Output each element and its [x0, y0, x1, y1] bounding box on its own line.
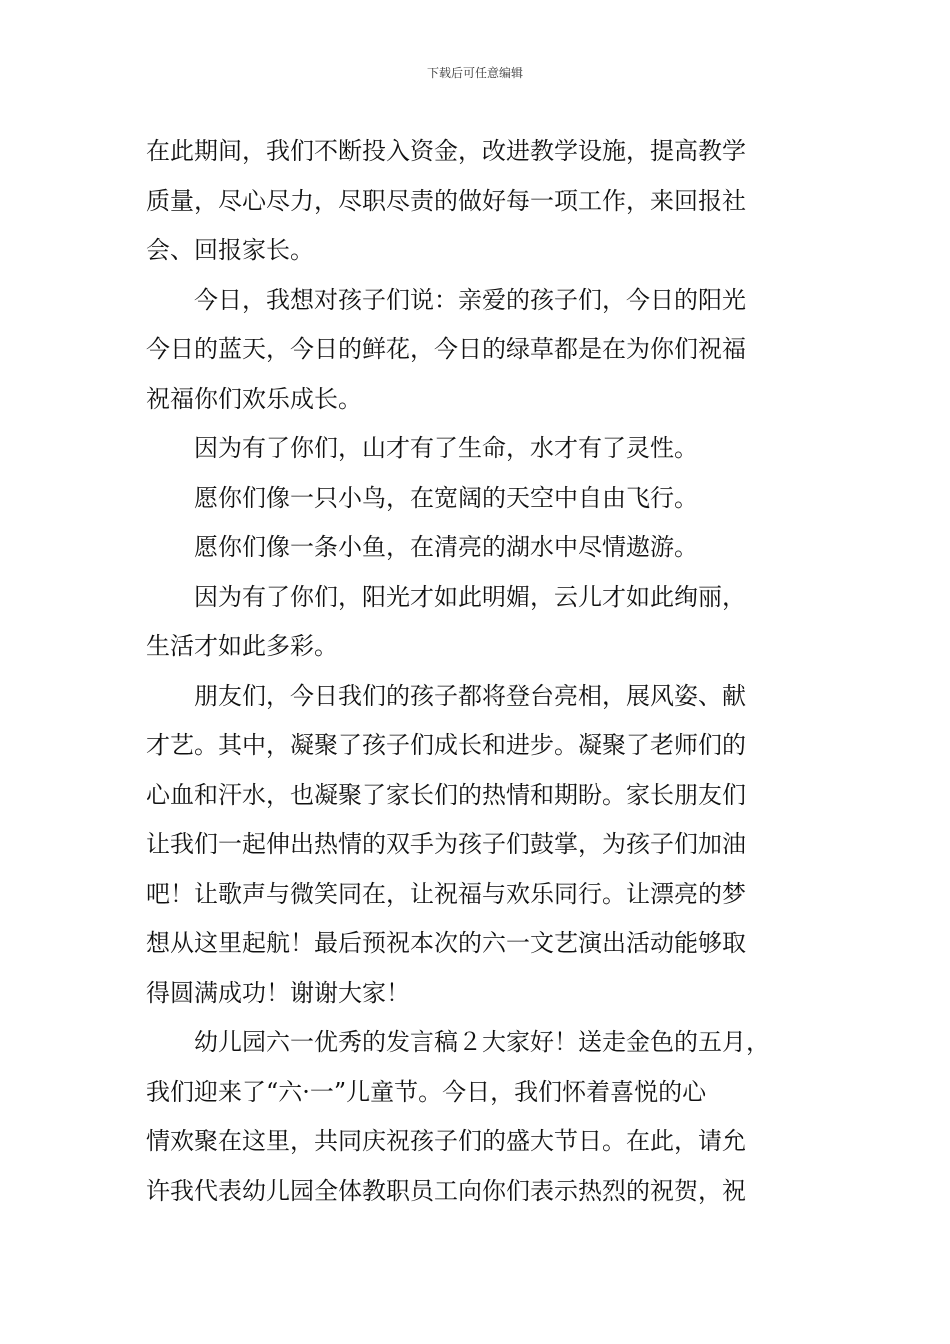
text-line: 在此期间，我们不断投入资金，改进教学设施，提高教学	[146, 137, 746, 165]
text-line: 得圆满成功！谢谢大家！	[146, 978, 410, 1007]
text-line: 祝福你们欢乐成长。	[146, 384, 362, 413]
text-line: 愿你们像一条小鱼，在清亮的湖水中尽情遨游。	[194, 533, 698, 561]
text-line: 今日，我想对孩子们说：亲爱的孩子们，今日的阳光	[194, 285, 746, 314]
document-body	[146, 127, 808, 1216]
text-line: 情欢聚在这里，共同庆祝孩子们的盛大节日。在此，请允	[146, 1127, 746, 1155]
text-line: 会、回报家长。	[146, 236, 314, 264]
text-line: 生活才如此多彩。	[146, 632, 338, 660]
text-line: 因为有了你们，山才有了生命，水才有了灵性。	[194, 434, 698, 462]
text-line: 我们迎来了“六·一”儿童节。今日，我们怀着喜悦的心	[146, 1077, 707, 1106]
text-line: 朋友们，今日我们的孩子都将登台亮相，展风姿、献	[194, 681, 746, 710]
text-line: 想从这里起航！最后预祝本次的六一文艺演出活动能够取	[146, 929, 746, 957]
text-line: 心血和汗水，也凝聚了家长们的热情和期盼。家长朋友们	[146, 780, 746, 809]
text-line: 吧！让歌声与微笑同在，让祝福与欢乐同行。让漂亮的梦	[146, 879, 746, 908]
text-line: 质量，尽心尽力，尽职尽责的做好每一项工作，来回报社	[146, 186, 746, 215]
text-line: 因为有了你们，阳光才如此明媚，云儿才如此绚丽，	[194, 582, 746, 611]
text-line: 幼儿园六一优秀的发言稿２大家好！送走金色的五月，	[194, 1028, 770, 1056]
text-line: 愿你们像一只小鸟，在宽阔的天空中自由飞行。	[194, 483, 698, 512]
text-line: 许我代表幼儿园全体教职员工向你们表示热烈的祝贺，祝	[146, 1176, 746, 1205]
text-line: 今日的蓝天，今日的鲜花，今日的绿草都是在为你们祝福	[146, 335, 746, 363]
page-header: 下载后可任意编辑	[426, 66, 523, 80]
text-line: 才艺。其中，凝聚了孩子们成长和进步。凝聚了老师们的	[146, 731, 746, 759]
text-line: 让我们一起伸出热情的双手为孩子们鼓掌，为孩子们加油	[146, 830, 746, 858]
